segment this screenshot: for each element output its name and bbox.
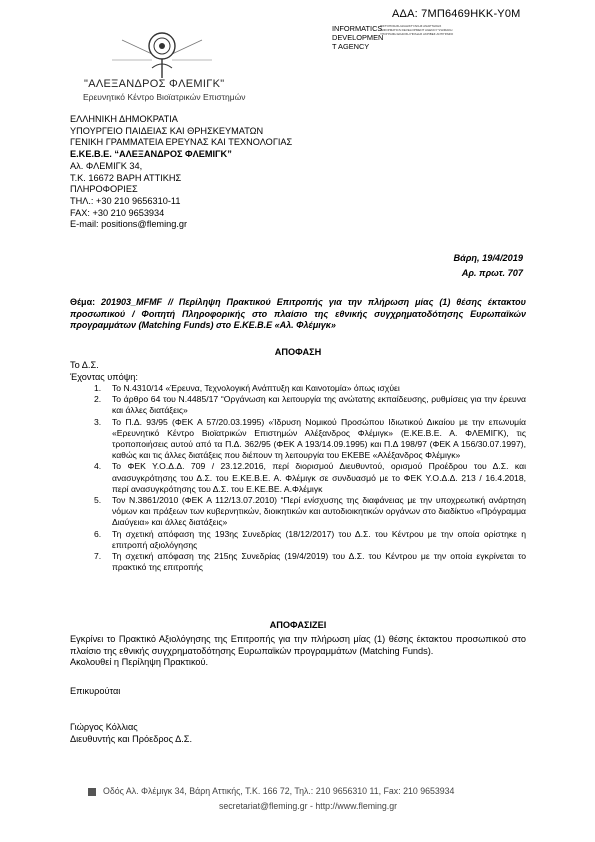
intro bbox=[70, 360, 138, 383]
ida-stamp bbox=[332, 24, 383, 51]
decision-paragraph: Ακολουθεί η Περίληψη Πρακτικού. bbox=[70, 657, 209, 667]
decision-text bbox=[70, 634, 526, 669]
fleming-logo-emblem bbox=[82, 24, 242, 80]
heading-apofasizei: ΑΠΟΦΑΣΙΖΕΙ bbox=[269, 620, 327, 630]
intro-line: Έχοντας υπόψη: bbox=[70, 371, 138, 382]
signer-name: Γιώργος Κόλλιας bbox=[70, 722, 138, 732]
list-item: 5. Τον Ν.3861/2010 (ΦΕΚ Α 112/13.07.2010) “Περί ενίσχυσης της διαφάνειας με την υποχρεωτική ανάρτηση νόμων και πράξεων των κυβερνητικών, διοικητικών και αυτοδιοικητικών οργάνων στο διαδίκτυο «Πρόγραμμα Διαύγεια» και άλλες διατάξεις» bbox=[94, 495, 526, 528]
list-item: 6. Τη σχετική απόφαση της 193ης Συνεδρίας (18/12/2017) του Δ.Σ. του Κέντρου με την οποία ορίστηκε η επιτροπή αξιολόγησης bbox=[94, 528, 526, 550]
header-line: ΤΗΛ.: +30 210 9656310-11 bbox=[70, 195, 181, 206]
subject bbox=[70, 297, 526, 332]
list-item: 1. Το Ν.4310/14 «Έρευνα, Τεχνολογική Ανάπτυξη και Καινοτομία» όπως ισχύει bbox=[94, 383, 400, 393]
header-line: ΥΠΟΥΡΓΕΙΟ ΠΑΙΔΕΙΑΣ ΚΑΙ ΘΡΗΣΚΕΥΜΑΤΩΝ bbox=[70, 125, 264, 136]
list-item: 3. Το Π.Δ. 93/95 (ΦΕΚ Α 57/20.03.1995) «Ίδρυση Νομικού Προσώπου Ιδιωτικού Δικαίου με την επωνυμία «Ερευνητικό Κέντρο Βιοϊατρικών Επιστημών Αλέξανδρος Φλέμιγκ» (Ε.ΚΕ.Β.Ε. Α. ΦΛΕΜΙΓΚ), τις τροποποιήσεις αυτού από τα Π.Δ. 362/95 (ΦΕΚ Α 193/14.09.1995) και Π.Δ 198/97 (ΦΕΚ Α 156/30.07.1997), καθώς και τις άλλες διατάξεις που διέπουν τη λειτουργία του ΕΚΕΒΕ «Αλέξανδρος Φλέμιγκ» bbox=[94, 416, 526, 461]
ada-code: ΑΔΑ: 7ΜΠ6469ΗΚΚ-Υ0Μ bbox=[392, 8, 521, 20]
date-block bbox=[454, 251, 524, 281]
header-line: ΠΛΗΡΟΦΟΡΙΕΣ bbox=[70, 184, 138, 195]
footer-address: Οδός Αλ. Φλέμιγκ 34, Βάρη Αττικής, Τ.Κ. 166 72, Τηλ.: 210 9656310 11, Fax: 210 9653934 bbox=[88, 784, 528, 799]
list-item: 4. Το ΦΕΚ Υ.Ο.Δ.Δ. 709 / 23.12.2016, περί διορισμού Διευθυντού, ορισμού Προέδρου του Δ.Σ. και ανασυγκρότησης του Δ.Σ. του Ε.ΚΕ.Β.Ε. Α. Φλέμιγκ σε συνδυασμό με το ΦΕΚ Υ.Ο.Δ.Δ. 213 / 16.4.2018, περί ανασυγκρότησης του Δ.Σ. του Ε.ΚΕ.ΒΕ. Α.Φλέμιγκ bbox=[94, 461, 526, 494]
considerations-list bbox=[70, 383, 526, 573]
footer-contact: secretariat@fleming.gr - http://www.fleming.gr bbox=[218, 801, 398, 811]
header-line: Αλ. ΦΛΕΜΙΓΚ 34, bbox=[70, 160, 143, 171]
intro-line: Το Δ.Σ. bbox=[70, 360, 99, 370]
header-line: ΓΕΝΙΚΗ ΓΡΑΜΜΑΤΕΙΑ ΕΡΕΥΝΑΣ ΚΑΙ ΤΕΧΝΟΛΟΓΙΑΣ bbox=[70, 137, 293, 148]
sender-block bbox=[70, 114, 292, 231]
logo-name: "ΑΛΕΞΑΝΔΡΟΣ ΦΛΕΜΙΓΚ" bbox=[84, 78, 225, 90]
subject-text: 201903_MFMF // Περίληψη Πρακτικού Επιτροπής για την πλήρωση μίας (1) θέσης έκτακτου προσωπικού / Φοιτητή Πληροφορικής στο πλαίσιο της εθνικής συγχρηματοδότησης Ευρωπαϊκών προγραμμάτων (Matching Funds) στο Ε.ΚΕ.Β.Ε «Αλ. Φλέμιγκ» bbox=[70, 297, 526, 331]
footer bbox=[88, 784, 528, 814]
ida-line: DEVELOPMEN bbox=[332, 33, 384, 42]
protocol-number: Αρ. πρωτ. 707 bbox=[461, 268, 523, 278]
header-line: Τ.Κ. 16672 ΒΑΡΗ ΑΤΤΙΚΗΣ bbox=[70, 172, 182, 183]
heading-apofasi: ΑΠΟΦΑΣΗ bbox=[274, 347, 322, 357]
header-line: FAX: +30 210 9653934 bbox=[70, 207, 165, 218]
signature-block bbox=[70, 722, 192, 745]
list-item: 2. Το άρθρο 64 του Ν.4485/17 “Οργάνωση και λειτουργία της ανώτατης εκπαίδευσης, ρυθμίσεις για την έρευνα και άλλες διατάξεις» bbox=[94, 394, 526, 416]
subject-label: Θέμα: bbox=[70, 297, 96, 307]
header-line: Ε.ΚΕ.Β.Ε. “ΑΛΕΞΑΝΔΡΟΣ ΦΛΕΜΙΓΚ” bbox=[70, 149, 232, 160]
list-item: 7. Τη σχετική απόφαση της 215ης Συνεδρίας (19/4/2019) του Δ.Σ. του Κέντρου με την οποία εγκρίνεται το πρακτικό της επιτροπής bbox=[94, 551, 526, 573]
document-date: Βάρη, 19/4/2019 bbox=[453, 253, 523, 263]
header-line: ΕΛΛΗΝΙΚΗ ΔΗΜΟΚΡΑΤΙΑ bbox=[70, 114, 178, 124]
ida-line: INFORMATICS bbox=[332, 24, 383, 33]
ida-line: T AGENCY bbox=[332, 42, 370, 51]
square-icon bbox=[88, 788, 96, 796]
header-line: E-mail: positions@fleming.gr bbox=[70, 219, 188, 230]
signer-title: Διευθυντής και Πρόεδρος Δ.Σ. bbox=[70, 733, 193, 744]
ida-stamp-small-text: ΠΙΣΤΟΠΟΙΗΣΗ ΔΙΑΔΙΚΤΥΑΚΗΣ ΑΝΑΡΤΗΣΗΣ ΙΝΦΟΡΜΑΤΙCS DEVELOPMENT AGENCY ΨΗΦΙΑΚΗ ΥΠΟΓΡΑΦΗ ΕΚΔΟΣΗ ΠΡΑΞΗΣ ΑΚΡΙΒΕΣ ΑΝΤΙΓΡΑΦΟ bbox=[380, 24, 454, 37]
decision-paragraph: Εγκρίνει το Πρακτικό Αξιολόγησης της Επιτροπής για την πλήρωση μίας (1) θέσης έκτακτου προσωπικού στο πλαίσιο της εθνικής συγχρηματοδότησης Ευρωπαϊκών προγραμμάτων (Matching Funds). bbox=[70, 634, 526, 656]
ratification: Επικυρούται bbox=[70, 686, 121, 696]
logo-subtitle: Ερευνητικό Κέντρο Βιοϊατρικών Επιστημών bbox=[83, 92, 246, 102]
